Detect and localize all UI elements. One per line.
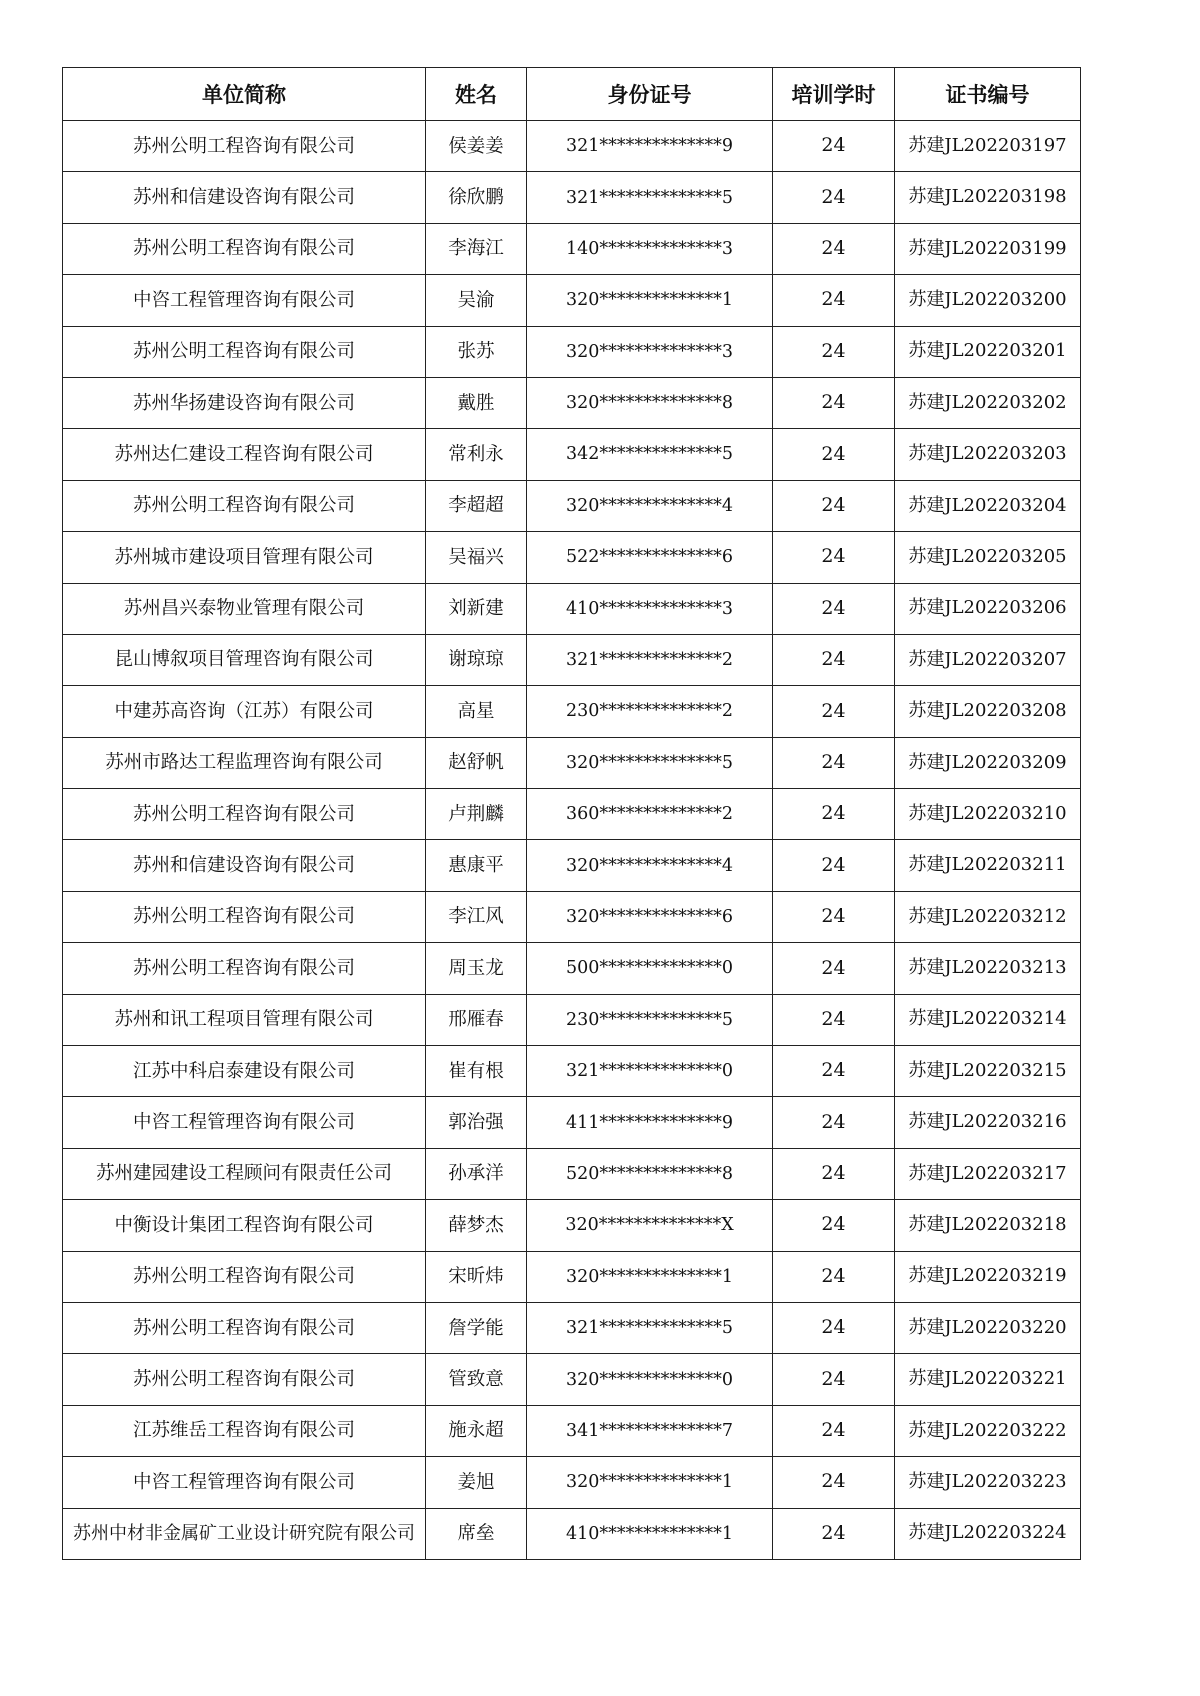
cell-certificate-no: 苏建JL202203222: [895, 1405, 1081, 1456]
header-name: 姓名: [426, 68, 527, 121]
cell-name: 周玉龙: [426, 943, 527, 994]
cell-unit: 苏州市路达工程监理咨询有限公司: [63, 737, 426, 788]
cell-name: 邢雁春: [426, 994, 527, 1045]
cell-name: 常利永: [426, 429, 527, 480]
cell-certificate-no: 苏建JL202203216: [895, 1097, 1081, 1148]
cell-id-number: 320**************4: [527, 840, 773, 891]
cell-certificate-no: 苏建JL202203208: [895, 686, 1081, 737]
table-row: [63, 1302, 1081, 1353]
cell-name: 薛梦杰: [426, 1200, 527, 1251]
cell-certificate-no: 苏建JL202203201: [895, 326, 1081, 377]
cell-name: 高星: [426, 686, 527, 737]
cell-name: 崔有根: [426, 1046, 527, 1097]
cell-id-number: 321**************0: [527, 1046, 773, 1097]
cell-id-number: 321**************5: [527, 1302, 773, 1353]
cell-training-hours: 24: [773, 1251, 895, 1302]
table-row: [63, 1457, 1081, 1508]
cell-id-number: 410**************1: [527, 1508, 773, 1559]
cell-training-hours: 24: [773, 583, 895, 634]
cell-name: 谢琼琼: [426, 634, 527, 685]
cell-certificate-no: 苏建JL202203210: [895, 789, 1081, 840]
cell-name: 李江风: [426, 891, 527, 942]
cell-id-number: 321**************2: [527, 634, 773, 685]
cell-name: 张苏: [426, 326, 527, 377]
cell-certificate-no: 苏建JL202203214: [895, 994, 1081, 1045]
cell-training-hours: 24: [773, 377, 895, 428]
cell-unit: 苏州公明工程咨询有限公司: [63, 1302, 426, 1353]
cell-certificate-no: 苏建JL202203223: [895, 1457, 1081, 1508]
cell-training-hours: 24: [773, 1148, 895, 1199]
cell-training-hours: 24: [773, 532, 895, 583]
cell-id-number: 140**************3: [527, 223, 773, 274]
cell-id-number: 320**************6: [527, 891, 773, 942]
table-row: [63, 1405, 1081, 1456]
table-row: [63, 1200, 1081, 1251]
cell-certificate-no: 苏建JL202203202: [895, 377, 1081, 428]
cell-certificate-no: 苏建JL202203199: [895, 223, 1081, 274]
cell-certificate-no: 苏建JL202203203: [895, 429, 1081, 480]
cell-certificate-no: 苏建JL202203206: [895, 583, 1081, 634]
cell-unit: 苏州公明工程咨询有限公司: [63, 1251, 426, 1302]
table-row: [63, 480, 1081, 531]
cell-unit: 苏州建园建设工程顾问有限责任公司: [63, 1148, 426, 1199]
table-row: [63, 275, 1081, 326]
cell-name: 赵舒帆: [426, 737, 527, 788]
cell-unit: 苏州昌兴泰物业管理有限公司: [63, 583, 426, 634]
header-row: [63, 68, 1081, 121]
cell-name: 施永超: [426, 1405, 527, 1456]
cell-id-number: 341**************7: [527, 1405, 773, 1456]
cell-id-number: 522**************6: [527, 532, 773, 583]
table-row: [63, 634, 1081, 685]
cell-unit: 江苏维岳工程咨询有限公司: [63, 1405, 426, 1456]
table-row: [63, 377, 1081, 428]
cell-name: 戴胜: [426, 377, 527, 428]
cell-unit: 苏州城市建设项目管理有限公司: [63, 532, 426, 583]
cell-unit: 苏州和信建设咨询有限公司: [63, 172, 426, 223]
cell-name: 徐欣鹏: [426, 172, 527, 223]
cell-certificate-no: 苏建JL202203224: [895, 1508, 1081, 1559]
training-roster-table: [62, 67, 1081, 1560]
cell-id-number: 320**************5: [527, 737, 773, 788]
cell-name: 侯姜姜: [426, 121, 527, 172]
table-row: [63, 1251, 1081, 1302]
cell-certificate-no: 苏建JL202203213: [895, 943, 1081, 994]
table-row: [63, 891, 1081, 942]
cell-training-hours: 24: [773, 634, 895, 685]
cell-training-hours: 24: [773, 891, 895, 942]
cell-id-number: 520**************8: [527, 1148, 773, 1199]
cell-unit: 苏州公明工程咨询有限公司: [63, 223, 426, 274]
cell-unit: 中咨工程管理咨询有限公司: [63, 1097, 426, 1148]
cell-id-number: 320**************X: [527, 1200, 773, 1251]
cell-name: 席垒: [426, 1508, 527, 1559]
cell-id-number: 411**************9: [527, 1097, 773, 1148]
cell-unit: 中咨工程管理咨询有限公司: [63, 275, 426, 326]
cell-unit: 苏州达仁建设工程咨询有限公司: [63, 429, 426, 480]
cell-id-number: 342**************5: [527, 429, 773, 480]
cell-certificate-no: 苏建JL202203207: [895, 634, 1081, 685]
cell-training-hours: 24: [773, 1046, 895, 1097]
cell-name: 宋昕炜: [426, 1251, 527, 1302]
cell-unit: 苏州公明工程咨询有限公司: [63, 1354, 426, 1405]
cell-unit: 苏州公明工程咨询有限公司: [63, 789, 426, 840]
cell-certificate-no: 苏建JL202203212: [895, 891, 1081, 942]
cell-unit: 昆山博叙项目管理咨询有限公司: [63, 634, 426, 685]
cell-training-hours: 24: [773, 994, 895, 1045]
table-row: [63, 326, 1081, 377]
table-row: [63, 583, 1081, 634]
header-unit: 单位简称: [63, 68, 426, 121]
cell-certificate-no: 苏建JL202203204: [895, 480, 1081, 531]
cell-name: 詹学能: [426, 1302, 527, 1353]
table-row: [63, 121, 1081, 172]
cell-training-hours: 24: [773, 1200, 895, 1251]
header-certificate-no: 证书编号: [895, 68, 1081, 121]
cell-training-hours: 24: [773, 789, 895, 840]
cell-name: 刘新建: [426, 583, 527, 634]
cell-id-number: 230**************5: [527, 994, 773, 1045]
cell-name: 郭治强: [426, 1097, 527, 1148]
cell-unit: 中咨工程管理咨询有限公司: [63, 1457, 426, 1508]
cell-certificate-no: 苏建JL202203218: [895, 1200, 1081, 1251]
table-row: [63, 223, 1081, 274]
table-row: [63, 789, 1081, 840]
table-row: [63, 840, 1081, 891]
cell-certificate-no: 苏建JL202203205: [895, 532, 1081, 583]
cell-id-number: 320**************1: [527, 1457, 773, 1508]
cell-training-hours: 24: [773, 1097, 895, 1148]
cell-training-hours: 24: [773, 943, 895, 994]
cell-training-hours: 24: [773, 275, 895, 326]
cell-training-hours: 24: [773, 172, 895, 223]
cell-unit: 苏州和信建设咨询有限公司: [63, 840, 426, 891]
table-row: [63, 532, 1081, 583]
cell-training-hours: 24: [773, 480, 895, 531]
table-row: [63, 172, 1081, 223]
cell-training-hours: 24: [773, 223, 895, 274]
cell-certificate-no: 苏建JL202203200: [895, 275, 1081, 326]
cell-training-hours: 24: [773, 326, 895, 377]
cell-id-number: 320**************1: [527, 275, 773, 326]
header-training-hours: 培训学时: [773, 68, 895, 121]
cell-training-hours: 24: [773, 1457, 895, 1508]
table-row: [63, 1148, 1081, 1199]
cell-id-number: 320**************0: [527, 1354, 773, 1405]
cell-training-hours: 24: [773, 840, 895, 891]
cell-training-hours: 24: [773, 737, 895, 788]
table-row: [63, 1508, 1081, 1559]
cell-name: 李超超: [426, 480, 527, 531]
cell-name: 管致意: [426, 1354, 527, 1405]
cell-id-number: 320**************8: [527, 377, 773, 428]
cell-unit: 苏州公明工程咨询有限公司: [63, 121, 426, 172]
cell-id-number: 360**************2: [527, 789, 773, 840]
cell-certificate-no: 苏建JL202203209: [895, 737, 1081, 788]
cell-id-number: 320**************4: [527, 480, 773, 531]
cell-unit: 苏州公明工程咨询有限公司: [63, 326, 426, 377]
cell-name: 吴渝: [426, 275, 527, 326]
cell-unit: 苏州公明工程咨询有限公司: [63, 480, 426, 531]
cell-training-hours: 24: [773, 1508, 895, 1559]
cell-id-number: 230**************2: [527, 686, 773, 737]
table-row: [63, 429, 1081, 480]
roster-sheet: [62, 67, 1080, 1560]
cell-id-number: 321**************5: [527, 172, 773, 223]
table-row: [63, 1354, 1081, 1405]
cell-training-hours: 24: [773, 429, 895, 480]
table-row: [63, 943, 1081, 994]
cell-unit: 苏州公明工程咨询有限公司: [63, 943, 426, 994]
cell-certificate-no: 苏建JL202203215: [895, 1046, 1081, 1097]
cell-certificate-no: 苏建JL202203219: [895, 1251, 1081, 1302]
cell-id-number: 500**************0: [527, 943, 773, 994]
cell-name: 李海江: [426, 223, 527, 274]
cell-training-hours: 24: [773, 1405, 895, 1456]
cell-unit: 中衡设计集团工程咨询有限公司: [63, 1200, 426, 1251]
cell-name: 惠康平: [426, 840, 527, 891]
table-row: [63, 1097, 1081, 1148]
cell-id-number: 321**************9: [527, 121, 773, 172]
header-id-number: 身份证号: [527, 68, 773, 121]
cell-unit: 苏州公明工程咨询有限公司: [63, 891, 426, 942]
cell-certificate-no: 苏建JL202203197: [895, 121, 1081, 172]
table-body: [63, 121, 1081, 1560]
table-header: [63, 68, 1081, 121]
table-row: [63, 686, 1081, 737]
cell-name: 孙承洋: [426, 1148, 527, 1199]
table-row: [63, 994, 1081, 1045]
table-row: [63, 737, 1081, 788]
cell-name: 吴福兴: [426, 532, 527, 583]
cell-certificate-no: 苏建JL202203221: [895, 1354, 1081, 1405]
cell-id-number: 410**************3: [527, 583, 773, 634]
cell-unit: 苏州和讯工程项目管理有限公司: [63, 994, 426, 1045]
cell-certificate-no: 苏建JL202203217: [895, 1148, 1081, 1199]
cell-training-hours: 24: [773, 1354, 895, 1405]
cell-name: 姜旭: [426, 1457, 527, 1508]
cell-training-hours: 24: [773, 121, 895, 172]
table-row: [63, 1046, 1081, 1097]
cell-certificate-no: 苏建JL202203211: [895, 840, 1081, 891]
cell-training-hours: 24: [773, 1302, 895, 1353]
cell-id-number: 320**************1: [527, 1251, 773, 1302]
cell-unit: 中建苏高咨询（江苏）有限公司: [63, 686, 426, 737]
cell-id-number: 320**************3: [527, 326, 773, 377]
cell-name: 卢荆麟: [426, 789, 527, 840]
cell-unit: 苏州中材非金属矿工业设计研究院有限公司: [63, 1508, 426, 1559]
cell-unit: 苏州华扬建设咨询有限公司: [63, 377, 426, 428]
cell-certificate-no: 苏建JL202203198: [895, 172, 1081, 223]
cell-unit: 江苏中科启泰建设有限公司: [63, 1046, 426, 1097]
cell-training-hours: 24: [773, 686, 895, 737]
cell-certificate-no: 苏建JL202203220: [895, 1302, 1081, 1353]
